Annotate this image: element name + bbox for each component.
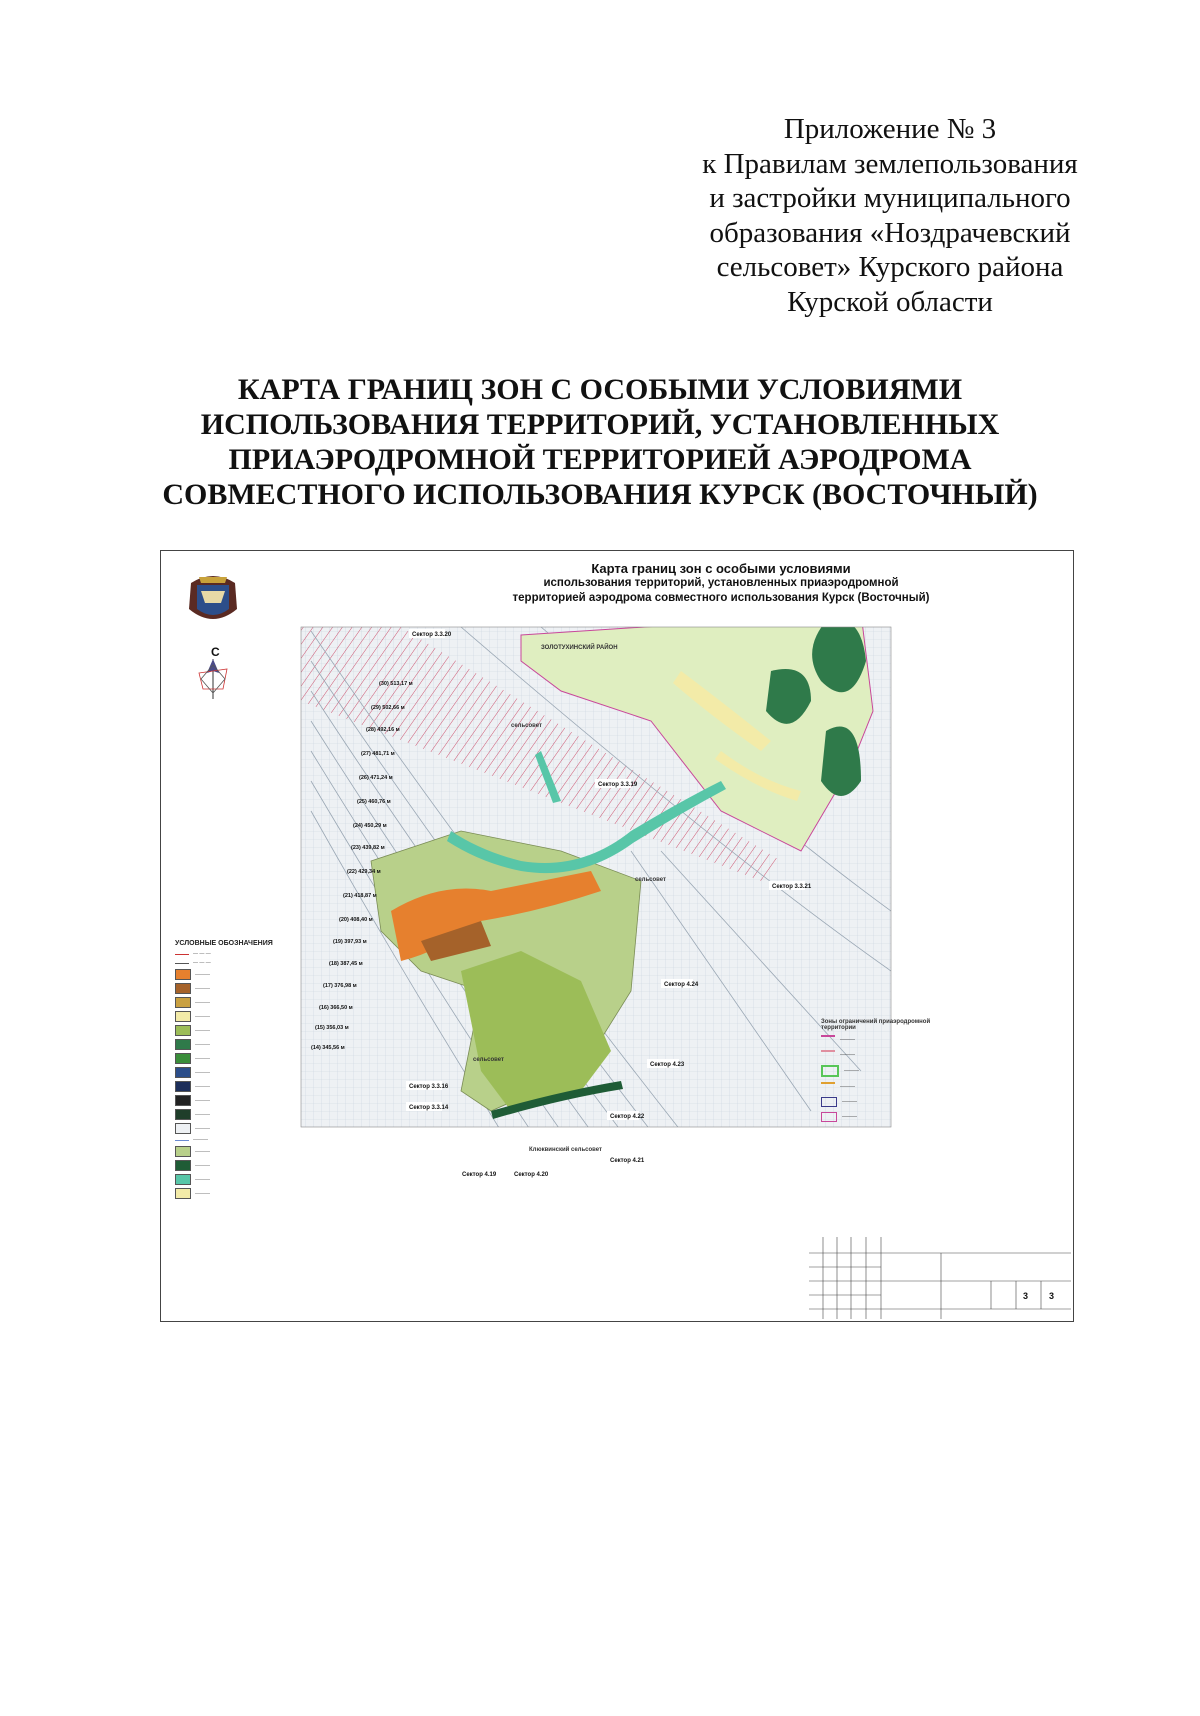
zone-legend bbox=[821, 1019, 949, 1127]
zone-swatch bbox=[821, 1050, 835, 1060]
zone-swatch bbox=[821, 1065, 839, 1077]
legend-swatch bbox=[175, 1011, 191, 1022]
map-title-line: использования территорий, установленных приаэродромной bbox=[543, 577, 899, 589]
region-label: ЗОЛОТУХИНСКИЙ РАЙОН bbox=[541, 645, 618, 651]
settlement-label: сельсовет bbox=[511, 723, 542, 729]
sector-label: Сектор 4.22 bbox=[610, 1114, 645, 1120]
compass-letter: С bbox=[211, 645, 220, 659]
height-label: (22) 429,34 м bbox=[347, 869, 381, 875]
zone-legend-title: Зоны ограничений приаэродромной территории bbox=[821, 1019, 931, 1031]
legend-swatch bbox=[175, 969, 191, 980]
zone-swatch bbox=[821, 1097, 837, 1107]
map-legend bbox=[175, 941, 303, 1202]
settlement-label: сельсовет bbox=[635, 877, 666, 883]
sector-label: Сектор 3.3.19 bbox=[598, 782, 638, 788]
stamp-sheet: 3 bbox=[1023, 1291, 1029, 1301]
zone-swatch bbox=[821, 1082, 835, 1092]
sector-label: Сектор 4.19 bbox=[462, 1172, 497, 1178]
north-arrow-icon bbox=[199, 659, 227, 699]
sector-label: Сектор 3.3.14 bbox=[409, 1105, 449, 1111]
legend-row: ——— bbox=[175, 1109, 303, 1120]
height-label: (24) 450,29 м bbox=[353, 823, 387, 829]
legend-row: ——— bbox=[175, 1039, 303, 1050]
height-label: (29) 502,66 м bbox=[371, 705, 405, 711]
coat-of-arms-icon bbox=[189, 576, 237, 619]
height-label: (30) 513,17 м bbox=[379, 681, 413, 687]
map-title-line: Карта границ зон с особыми условиями bbox=[591, 561, 851, 576]
zone-swatch bbox=[821, 1035, 835, 1045]
legend-row: ——— bbox=[175, 1174, 303, 1185]
legend-row: ——— bbox=[175, 1188, 303, 1199]
height-label: (17) 376,98 м bbox=[323, 983, 357, 989]
legend-swatch bbox=[175, 1095, 191, 1106]
zone-legend-row: ——— bbox=[821, 1082, 949, 1092]
zone-legend-row: ——— bbox=[821, 1050, 949, 1060]
sector-label: Сектор 4.21 bbox=[610, 1158, 645, 1164]
title-line: КАРТА ГРАНИЦ ЗОН С ОСОБЫМИ УСЛОВИЯМИ bbox=[237, 373, 963, 406]
legend-row: ——— bbox=[175, 1146, 303, 1157]
legend-row: ——— bbox=[175, 1160, 303, 1171]
height-label: (28) 492,16 м bbox=[366, 727, 400, 733]
sector-label: Сектор 3.3.21 bbox=[772, 884, 812, 890]
map-title-line: территорией аэродрома совместного использования Курск (Восточный) bbox=[512, 592, 930, 604]
legend-row: ——— bbox=[175, 997, 303, 1008]
legend-row: ——— bbox=[175, 1137, 303, 1143]
settlement-label: сельсовет bbox=[473, 1057, 504, 1063]
legend-row: ——— bbox=[175, 983, 303, 994]
legend-swatch bbox=[175, 1025, 191, 1036]
height-label: (23) 439,82 м bbox=[351, 845, 385, 851]
stamp-sheet-total: 3 bbox=[1049, 1291, 1055, 1301]
legend-line-swatch bbox=[175, 1140, 189, 1141]
legend-line-swatch bbox=[175, 954, 189, 955]
legend-swatch bbox=[175, 1160, 191, 1171]
height-label: (25) 460,76 м bbox=[357, 799, 391, 805]
appendix-line: образования «Ноздрачевский bbox=[709, 216, 1071, 249]
map-drawing bbox=[161, 551, 1073, 1321]
legend-swatch bbox=[175, 1109, 191, 1120]
legend-swatch bbox=[175, 1039, 191, 1050]
map-title bbox=[461, 561, 981, 606]
height-label: (27) 481,71 м bbox=[361, 751, 395, 757]
height-label: (18) 387,45 м bbox=[329, 961, 363, 967]
height-label: (15) 356,03 м bbox=[315, 1025, 349, 1031]
legend-swatch bbox=[175, 1188, 191, 1199]
appendix-line: Приложение № 3 bbox=[783, 113, 997, 145]
height-label: (21) 418,87 м bbox=[343, 893, 377, 899]
legend-row: ——— bbox=[175, 1095, 303, 1106]
sector-label: Сектор 3.3.20 bbox=[412, 632, 452, 638]
legend-line-swatch bbox=[175, 963, 189, 964]
zone-legend-row: ——— bbox=[821, 1112, 949, 1122]
appendix-line: Курской области bbox=[787, 285, 993, 318]
zone-legend-row: ——— bbox=[821, 1097, 949, 1107]
zone-swatch bbox=[821, 1112, 837, 1122]
appendix-line: и застройки муниципального bbox=[709, 182, 1071, 214]
height-label: (26) 471,24 м bbox=[359, 775, 393, 781]
legend-row: ——— bbox=[175, 1053, 303, 1064]
settlement-label: Клюквинский сельсовет bbox=[529, 1147, 602, 1153]
height-label: (16) 366,50 м bbox=[319, 1005, 353, 1011]
zone-legend-row: ——— bbox=[821, 1035, 949, 1045]
legend-swatch bbox=[175, 1081, 191, 1092]
legend-row: ——— bbox=[175, 1011, 303, 1022]
title-line: ИСПОЛЬЗОВАНИЯ ТЕРРИТОРИЙ, УСТАНОВЛЕННЫХ bbox=[200, 408, 1000, 441]
legend-swatch bbox=[175, 1123, 191, 1134]
legend-row: — — — bbox=[175, 951, 303, 957]
appendix-header bbox=[690, 112, 1090, 319]
sector-label: Сектор 3.3.16 bbox=[409, 1084, 449, 1090]
height-label: (20) 408,40 м bbox=[339, 917, 373, 923]
legend-swatch bbox=[175, 1053, 191, 1064]
title-line: ПРИАЭРОДРОМНОЙ ТЕРРИТОРИЕЙ АЭРОДРОМА bbox=[228, 443, 972, 476]
legend-row: ——— bbox=[175, 1025, 303, 1036]
legend-swatch bbox=[175, 1067, 191, 1078]
legend-row: ——— bbox=[175, 1081, 303, 1092]
legend-row: ——— bbox=[175, 1067, 303, 1078]
height-label: (19) 397,93 м bbox=[333, 939, 367, 945]
document-title bbox=[100, 372, 1100, 512]
legend-row: ——— bbox=[175, 969, 303, 980]
appendix-line: к Правилам землепользования bbox=[702, 147, 1078, 180]
title-line: СОВМЕСТНОГО ИСПОЛЬЗОВАНИЯ КУРСК (ВОСТОЧНЫЙ) bbox=[162, 478, 1038, 511]
zone-legend-row: ——— bbox=[821, 1065, 949, 1077]
sector-label: Сектор 4.24 bbox=[664, 982, 699, 988]
sector-label: Сектор 4.20 bbox=[514, 1172, 549, 1178]
map-figure bbox=[160, 550, 1074, 1322]
sector-label: Сектор 4.23 bbox=[650, 1062, 685, 1068]
legend-swatch bbox=[175, 983, 191, 994]
appendix-line: сельсовет» Курского района bbox=[716, 251, 1064, 283]
height-label: (14) 345,56 м bbox=[311, 1045, 345, 1051]
legend-row: — — — bbox=[175, 960, 303, 966]
legend-swatch bbox=[175, 1174, 191, 1185]
legend-swatch bbox=[175, 997, 191, 1008]
legend-title: УСЛОВНЫЕ ОБОЗНАЧЕНИЯ bbox=[175, 940, 273, 947]
legend-swatch bbox=[175, 1146, 191, 1157]
legend-row: ——— bbox=[175, 1123, 303, 1134]
